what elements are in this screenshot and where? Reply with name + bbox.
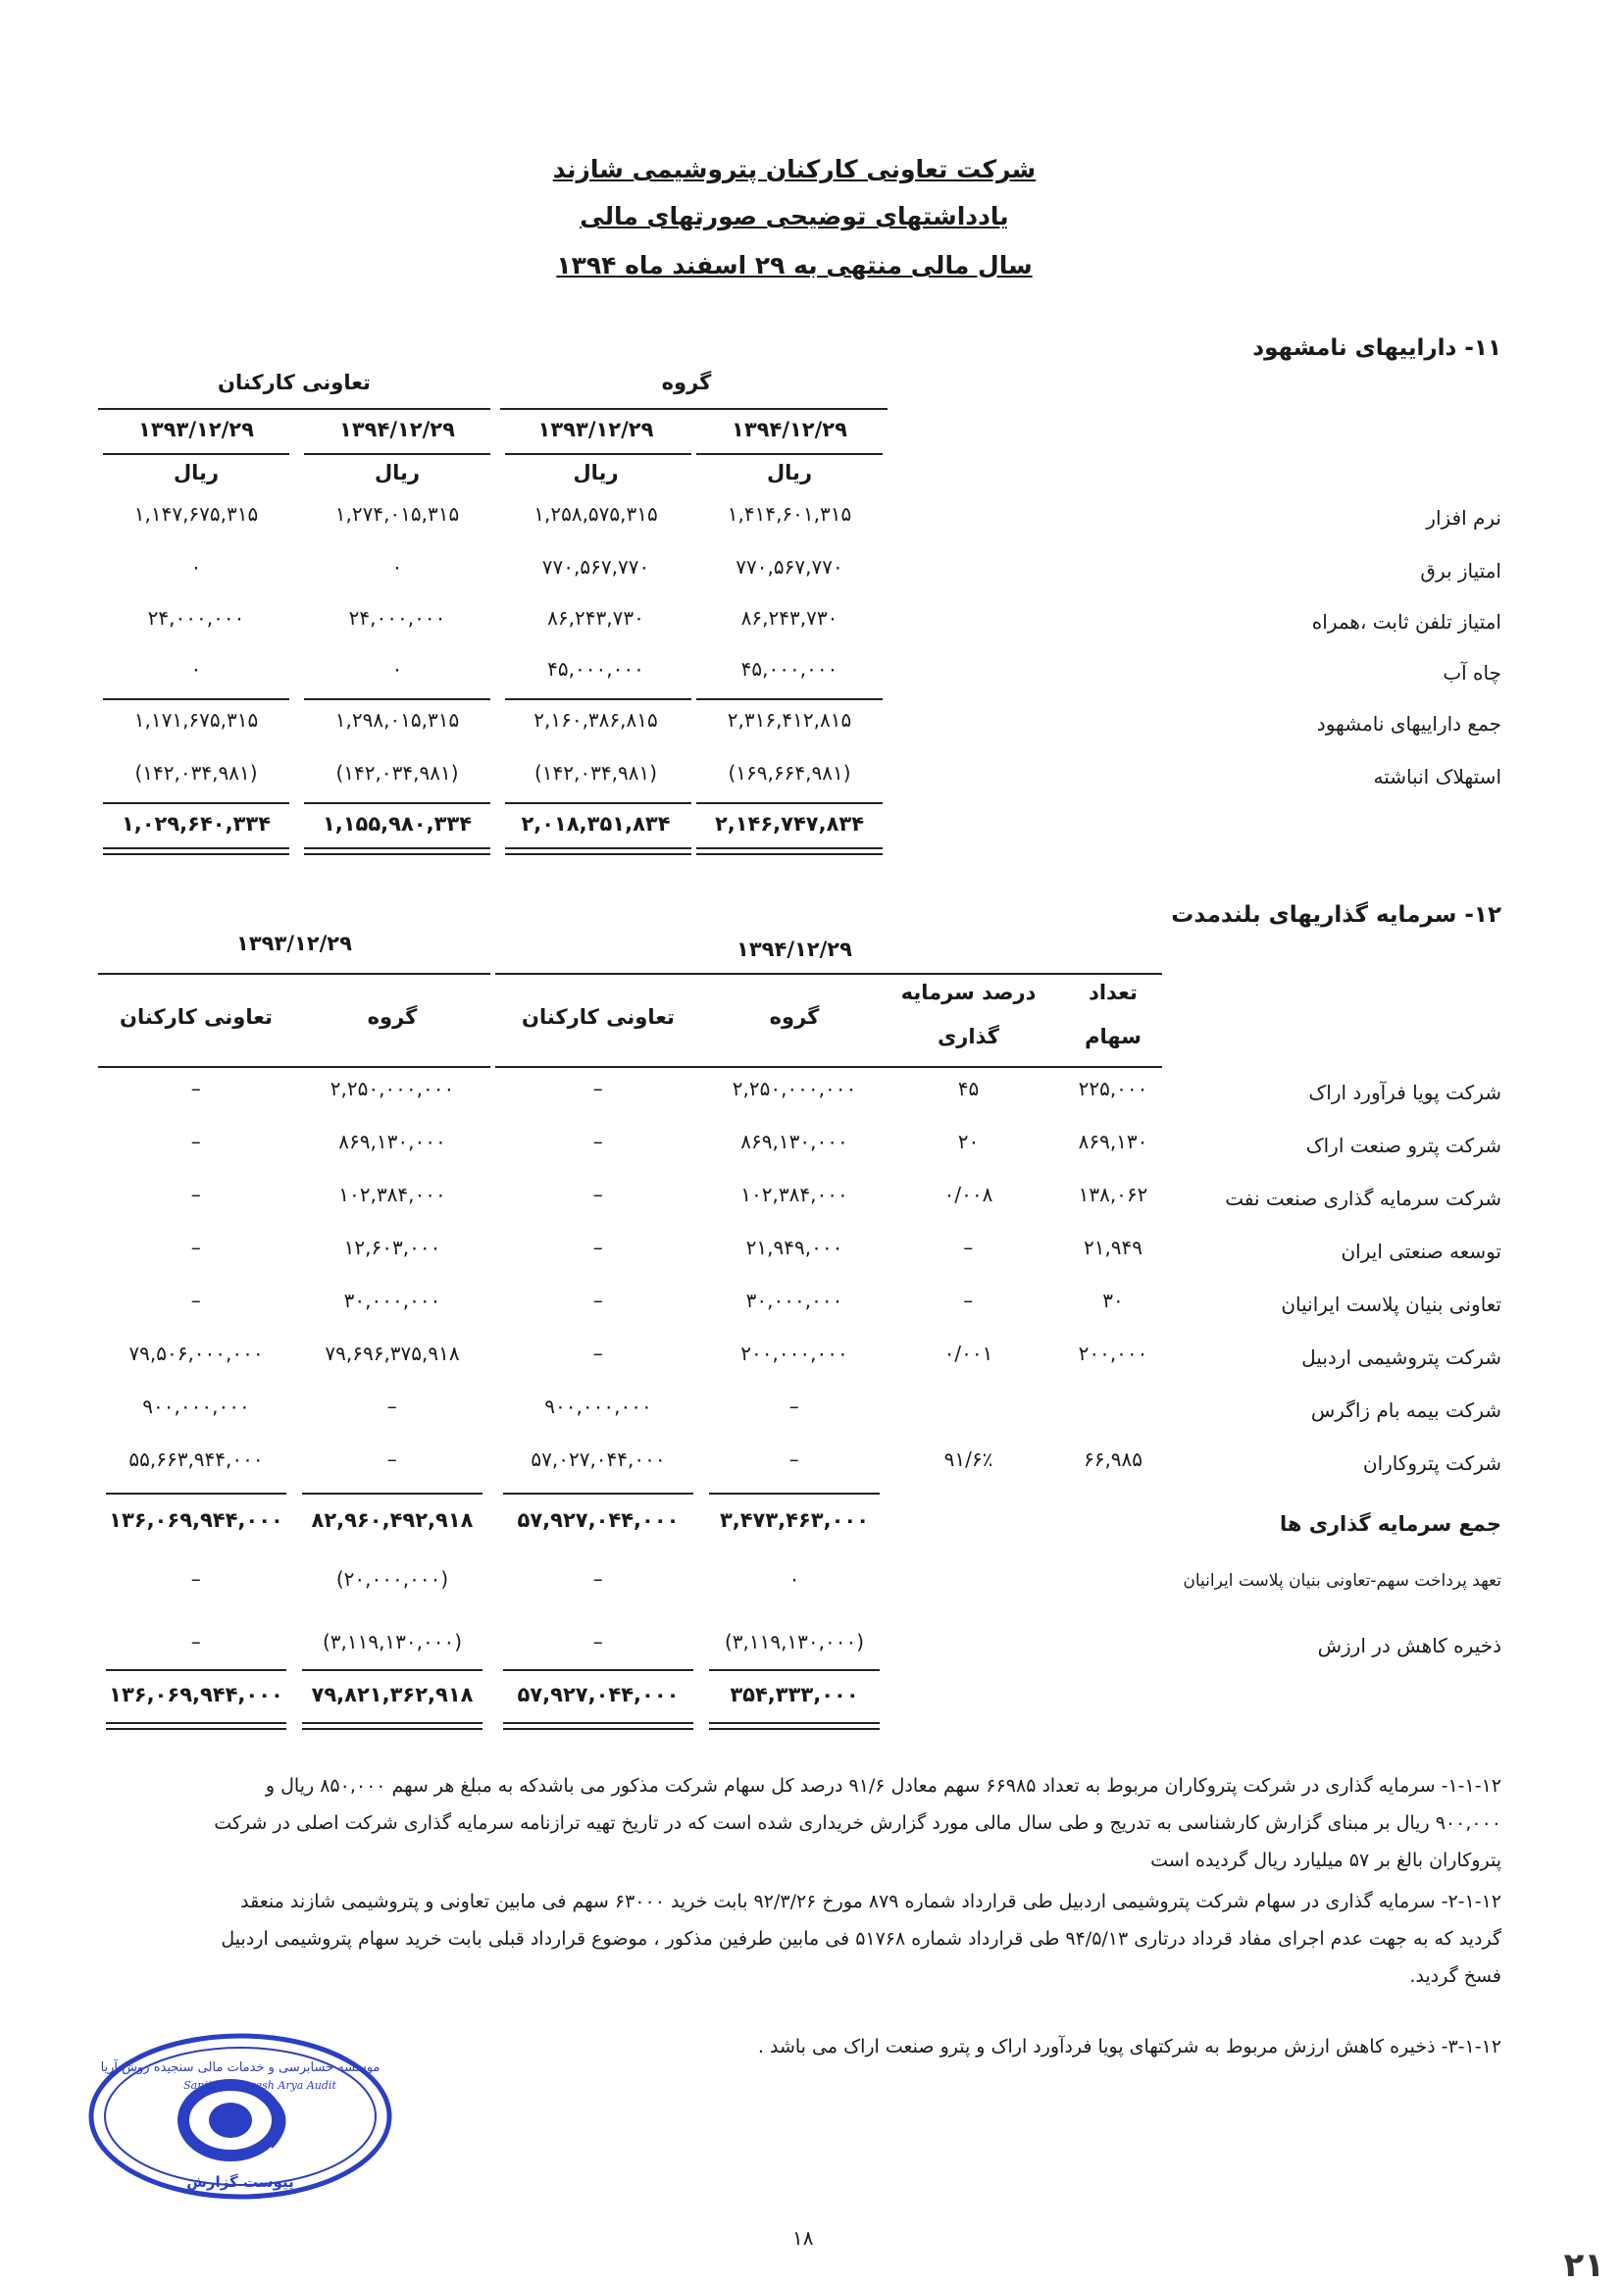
note11-total-dbl-1 xyxy=(103,847,289,849)
note11-cell: ۱,۱۴۷,۶۷۵,۳۱۵ xyxy=(133,502,259,526)
audit-stamp xyxy=(83,2030,397,2207)
note11-sum-rule xyxy=(304,698,490,700)
note11-total-dbl-2 xyxy=(103,853,289,855)
note11-total-dbl-2 xyxy=(696,853,883,855)
page-number: ۱۸ xyxy=(792,2226,814,2250)
note11-cell: ۰ xyxy=(391,555,403,579)
note11-cell: ۷۷۰,۵۶۷,۷۷۰ xyxy=(541,555,650,579)
document-subtitle: یادداشتهای توضیحی صورتهای مالی xyxy=(580,202,1009,230)
note11-total-dbl-2 xyxy=(505,853,691,855)
note11-cell: ۱,۲۷۴,۰۱۵,۳۱۵ xyxy=(334,502,460,526)
note11-row-label: جمع داراییهای نامشهود xyxy=(1316,712,1501,736)
note12-cell-coop_prior: – xyxy=(190,1183,202,1206)
note12-total-dbl-2 xyxy=(503,1728,693,1730)
note11-date-rule-2 xyxy=(304,453,490,455)
note12-cell-group: ۱۰۲,۳۸۴,۰۰۰ xyxy=(740,1183,848,1206)
note11-row-label: استهلاک انباشته xyxy=(1373,765,1501,788)
note12-cell-pct: – xyxy=(963,1236,974,1259)
corner-page-mark: ۲۱ xyxy=(1563,2246,1604,2285)
note12-commitment-cell: (۲۰,۰۰۰,۰۰۰) xyxy=(335,1567,449,1591)
note11-unit-1: ریال xyxy=(573,461,619,484)
note12-row-label: شرکت پتروکاران xyxy=(1362,1451,1501,1475)
note12-subtotal-rule xyxy=(709,1493,880,1495)
note12-total-dbl-1 xyxy=(106,1722,286,1724)
note12-cell-coop: – xyxy=(592,1183,604,1206)
note12-cell-pct: ۲۰ xyxy=(957,1130,980,1153)
note-12-1-2-line1: ۲-۱-۱۲- سرمایه گذاری در سهام شرکت پتروشیمی اردبیل طی قرارداد شماره ۸۷۹ مورخ ۹۲/۳/۲۶ بابت خرید ۶۳۰۰۰ سهم فی مابین تعاونی و پتروشیمی شازند منعقد xyxy=(240,1891,1501,1912)
note12-subtotal-rule xyxy=(302,1493,482,1495)
note12-row-label: شرکت پترو صنعت اراک xyxy=(1305,1134,1501,1157)
note12-prior-rule xyxy=(98,973,490,975)
company-name: شرکت تعاونی کارکنان پتروشیمی شازند xyxy=(552,155,1037,183)
note11-date-0: ۱۳۹۴/۱۲/۲۹ xyxy=(732,418,847,441)
note11-cell: (۱۴۲,۰۳۴,۹۸۱) xyxy=(534,761,657,785)
note12-total-dbl-1 xyxy=(709,1722,880,1724)
note12-total-rule-top xyxy=(106,1669,286,1671)
note12-cell-group: – xyxy=(788,1395,800,1418)
note-12-1-2-line2: گردید که به جهت عدم اجرای مفاد قرداد درتاری ۹۴/۵/۱۳ طی قرارداد شماره ۵۱۷۶۸ فی مابین طرفین مذکور ، موضوع قرارداد قبلی بابت خرید سهام پتروشیمی اردبیل xyxy=(221,1928,1501,1950)
group-header-rule xyxy=(500,408,888,410)
note11-cell: (۱۴۲,۰۳۴,۹۸۱) xyxy=(134,761,258,785)
col-coop: تعاونی کارکنان xyxy=(522,1005,675,1029)
col-pct-1: درصد سرمایه xyxy=(900,981,1037,1004)
note11-row-label: چاه آب xyxy=(1443,661,1501,685)
col-coop-prior: تعاونی کارکنان xyxy=(120,1005,273,1029)
note12-total-cell: ۷۹,۸۲۱,۳۶۲,۹۱۸ xyxy=(311,1683,474,1706)
note12-cell-group: ۲۱,۹۴۹,۰۰۰ xyxy=(745,1236,843,1259)
note12-cell-group: ۳۰,۰۰۰,۰۰۰ xyxy=(745,1289,843,1312)
note12-subtotal-rule xyxy=(503,1493,693,1495)
note11-total-cell: ۲,۰۱۸,۳۵۱,۸۳۴ xyxy=(521,812,671,836)
note11-cell: ۰ xyxy=(391,657,403,681)
note11-cell: ۱,۲۵۸,۵۷۵,۳۱۵ xyxy=(533,502,658,526)
note11-unit-2: ریال xyxy=(374,461,421,484)
note12-cell-coop: – xyxy=(592,1289,604,1312)
note12-title: ۱۲- سرمایه گذاریهای بلندمدت xyxy=(1171,902,1501,928)
note11-date-2: ۱۳۹۴/۱۲/۲۹ xyxy=(339,418,455,441)
note12-impairment-label: ذخیره کاهش در ارزش xyxy=(1317,1634,1501,1657)
note11-date-3: ۱۳۹۳/۱۲/۲۹ xyxy=(138,418,254,441)
note11-cell: (۱۶۹,۶۶۴,۹۸۱) xyxy=(728,761,851,785)
note11-total-dbl-1 xyxy=(505,847,691,849)
note12-prior-date: ۱۳۹۳/۱۲/۲۹ xyxy=(236,932,352,955)
note12-cell-group_prior: ۳۰,۰۰۰,۰۰۰ xyxy=(343,1289,441,1312)
note12-cell-group: ۲,۲۵۰,۰۰۰,۰۰۰ xyxy=(732,1077,857,1100)
note12-cell-pct: ۹۱/۶٪ xyxy=(943,1447,993,1471)
note11-date-rule-0 xyxy=(696,453,883,455)
note12-cell-group_prior: – xyxy=(386,1447,398,1471)
note12-impairment-cell: – xyxy=(190,1630,202,1653)
note12-cell-pct: ۴۵ xyxy=(957,1077,980,1100)
note12-cell-coop_prior: – xyxy=(190,1236,202,1259)
note11-total-dbl-1 xyxy=(696,847,883,849)
note-12-1-3-line1: ۳-۱-۱۲- ذخیره کاهش ارزش مربوط به شرکتهای پویا فردآورد اراک و پترو صنعت اراک می باشد . xyxy=(757,2036,1501,2057)
note11-sum-rule xyxy=(505,698,691,700)
note11-sum-rule xyxy=(103,698,289,700)
note11-unit-0: ریال xyxy=(766,461,813,484)
note12-cell-coop_prior: – xyxy=(190,1130,202,1153)
note11-total-rule-top xyxy=(505,802,691,804)
note12-total-rule-top xyxy=(503,1669,693,1671)
note11-total-cell: ۲,۱۴۶,۷۴۷,۸۳۴ xyxy=(714,812,865,836)
col-shares-2: سهام xyxy=(1085,1025,1142,1048)
note11-total-rule-top xyxy=(103,802,289,804)
note12-cell-shares: ۲۲۵,۰۰۰ xyxy=(1078,1077,1148,1100)
fiscal-year-line: سال مالی منتهی به ۲۹ اسفند ماه ۱۳۹۴ xyxy=(556,251,1033,279)
note12-total-cell: ۳۵۴,۳۳۳,۰۰۰ xyxy=(730,1683,859,1706)
note12-cell-shares: ۲۱,۹۴۹ xyxy=(1083,1236,1143,1259)
note12-cell-group: ۲۰۰,۰۰۰,۰۰۰ xyxy=(740,1342,848,1365)
note11-row-label: امتیاز تلفن ثابت ،همراه xyxy=(1311,610,1501,634)
note11-cell: ۸۶,۲۴۳,۷۳۰ xyxy=(547,606,644,630)
note12-impairment-cell: – xyxy=(592,1630,604,1653)
note12-impairment-cell: (۳,۱۱۹,۱۳۰,۰۰۰) xyxy=(724,1630,865,1653)
note11-total-cell: ۱,۰۲۹,۶۴۰,۳۳۴ xyxy=(121,812,272,836)
note12-cell-group_prior: ۱۰۲,۳۸۴,۰۰۰ xyxy=(338,1183,446,1206)
note12-colhead-rule xyxy=(495,1066,1162,1068)
note11-cell: ۰ xyxy=(190,657,202,681)
note12-total-cell: ۱۳۶,۰۶۹,۹۴۴,۰۰۰ xyxy=(109,1683,283,1706)
note12-commitment-cell: – xyxy=(190,1567,202,1591)
note11-cell: ۱,۱۷۱,۶۷۵,۳۱۵ xyxy=(133,708,259,732)
note12-cell-coop: – xyxy=(592,1130,604,1153)
note11-date-rule-1 xyxy=(505,453,691,455)
note12-subtotal-cell: ۳,۴۷۳,۴۶۳,۰۰۰ xyxy=(719,1508,870,1532)
note12-row-label: تعاونی بنیان پلاست ایرانیان xyxy=(1281,1293,1501,1316)
note12-cell-coop: ۵۷,۰۲۷,۰۴۴,۰۰۰ xyxy=(531,1447,666,1471)
note-12-1-1-line1: ۱-۱-۱۲- سرمایه گذاری در شرکت پتروکاران مربوط به تعداد ۶۶۹۸۵ سهم معادل ۹۱/۶ درصد کل سهام شرکت مذکور می باشدکه به مبلغ هر سهم ۸۵۰,۰۰۰ ریال و xyxy=(265,1775,1501,1797)
note12-cell-group_prior: ۱۲,۶۰۳,۰۰۰ xyxy=(343,1236,441,1259)
note11-title: ۱۱- داراییهای نامشهود xyxy=(1252,335,1501,361)
note12-cell-shares: ۱۳۸,۰۶۲ xyxy=(1078,1183,1148,1206)
note12-total-dbl-2 xyxy=(106,1728,286,1730)
note12-total-dbl-1 xyxy=(302,1722,482,1724)
note12-cell-coop_prior: ۹۰۰,۰۰۰,۰۰۰ xyxy=(142,1395,250,1418)
note12-cell-coop: – xyxy=(592,1236,604,1259)
note12-cell-coop_prior: – xyxy=(190,1077,202,1100)
note11-row-label: امتیاز برق xyxy=(1420,559,1501,583)
note11-cell: ۱,۴۱۴,۶۰۱,۳۱۵ xyxy=(727,502,852,526)
note12-total-rule-top xyxy=(709,1669,880,1671)
note11-total-rule-top xyxy=(696,802,883,804)
note11-coop-header: تعاونی کارکنان xyxy=(218,371,371,394)
note-12-1-1-line2: ۹۰۰,۰۰۰ ریال بر مبنای گزارش کارشناسی به تدریج و طی سال مالی مورد گزارش خریداری شده است که در تاریخ تهیه ترازنامه سرمایه گذاری شرکت اصلی در شرکت xyxy=(214,1812,1501,1834)
note12-total-dbl-1 xyxy=(503,1722,693,1724)
stamp-text-top: موسسه حسابرسی و خدمات مالی سنجیده روش آریا xyxy=(100,2060,381,2075)
note12-cell-pct: – xyxy=(963,1289,974,1312)
note12-impairment-cell: (۳,۱۱۹,۱۳۰,۰۰۰) xyxy=(322,1630,463,1653)
note11-cell: ۴۵,۰۰۰,۰۰۰ xyxy=(547,657,644,681)
note11-cell: ۴۵,۰۰۰,۰۰۰ xyxy=(740,657,838,681)
note11-cell: ۲,۱۶۰,۳۸۶,۸۱۵ xyxy=(533,708,658,732)
col-group: گروه xyxy=(769,1005,820,1029)
note12-row-label: توسعه صنعتی ایران xyxy=(1341,1240,1501,1263)
note12-subtotal-cell: ۵۷,۹۲۷,۰۴۴,۰۰۰ xyxy=(517,1508,680,1532)
note12-subtotal-cell: ۸۲,۹۶۰,۴۹۲,۹۱۸ xyxy=(311,1508,474,1532)
note12-cell-group_prior: – xyxy=(386,1395,398,1418)
col-group-prior: گروه xyxy=(367,1005,418,1029)
note12-subtotal-cell: ۱۳۶,۰۶۹,۹۴۴,۰۰۰ xyxy=(109,1508,283,1532)
note12-commitment-cell: ۰ xyxy=(788,1567,800,1591)
note11-cell: (۱۴۲,۰۳۴,۹۸۱) xyxy=(335,761,459,785)
note12-cell-shares: ۳۰ xyxy=(1102,1289,1124,1312)
note12-commitment-cell: – xyxy=(592,1567,604,1591)
note12-total-cell: ۵۷,۹۲۷,۰۴۴,۰۰۰ xyxy=(517,1683,680,1706)
note12-current-date: ۱۳۹۴/۱۲/۲۹ xyxy=(736,938,852,961)
note12-commitment-label: تعهد پرداخت سهم-تعاونی بنیان پلاست ایرانیان xyxy=(1183,1571,1501,1591)
note12-total-dbl-2 xyxy=(709,1728,880,1730)
note-12-1-1-line3: پتروکاران بالغ بر ۵۷ میلیارد ریال گردیده است xyxy=(1150,1850,1501,1871)
note12-cell-coop_prior: ۵۵,۶۶۳,۹۴۴,۰۰۰ xyxy=(128,1447,264,1471)
note11-date-rule-3 xyxy=(103,453,289,455)
note12-cell-group_prior: ۲,۲۵۰,۰۰۰,۰۰۰ xyxy=(330,1077,455,1100)
note12-row-label: شرکت پویا فرآورد اراک xyxy=(1308,1081,1501,1104)
note11-row-label: نرم افزار xyxy=(1426,506,1501,530)
note12-cell-coop: – xyxy=(592,1342,604,1365)
note12-cell-shares: ۲۰۰,۰۰۰ xyxy=(1078,1342,1148,1365)
note11-cell: ۱,۲۹۸,۰۱۵,۳۱۵ xyxy=(334,708,460,732)
note12-cell-group: – xyxy=(788,1447,800,1471)
stamp-text-bottom: پیوست گزارش xyxy=(186,2173,294,2191)
note12-subtotal-label: جمع سرمایه گذاری ها xyxy=(1279,1512,1501,1536)
note12-row-label: شرکت بیمه بام زاگرس xyxy=(1310,1398,1501,1422)
note12-row-label: شرکت پتروشیمی اردبیل xyxy=(1301,1346,1501,1369)
stamp-text-latin: Sanjideh Ravesh Arya Audit xyxy=(183,2079,336,2092)
note11-cell: ۸۶,۲۴۳,۷۳۰ xyxy=(740,606,838,630)
note11-total-cell: ۱,۱۵۵,۹۸۰,۳۳۴ xyxy=(322,812,473,836)
note12-cell-coop: ۹۰۰,۰۰۰,۰۰۰ xyxy=(544,1395,652,1418)
col-shares-1: تعداد xyxy=(1089,981,1138,1004)
note12-total-rule-top xyxy=(302,1669,482,1671)
note12-cell-shares: ۶۶,۹۸۵ xyxy=(1083,1447,1143,1471)
coop-header-rule xyxy=(98,408,490,410)
note11-total-rule-top xyxy=(304,802,490,804)
note12-cell-group: ۸۶۹,۱۳۰,۰۰۰ xyxy=(740,1130,848,1153)
note12-cell-coop: – xyxy=(592,1077,604,1100)
note11-cell: ۷۷۰,۵۶۷,۷۷۰ xyxy=(736,555,843,579)
note11-unit-3: ریال xyxy=(173,461,220,484)
note12-cell-group_prior: ۸۶۹,۱۳۰,۰۰۰ xyxy=(338,1130,446,1153)
note11-group-header: گروه xyxy=(661,371,712,394)
note11-total-dbl-1 xyxy=(304,847,490,849)
note12-cell-pct: ۰/۰۰۸ xyxy=(943,1183,993,1206)
note11-sum-rule xyxy=(696,698,883,700)
note11-cell: ۲۴,۰۰۰,۰۰۰ xyxy=(348,606,446,630)
note12-cell-coop_prior: – xyxy=(190,1289,202,1312)
note12-cell-group_prior: ۷۹,۶۹۶,۳۷۵,۹۱۸ xyxy=(325,1342,460,1365)
note12-cell-coop_prior: ۷۹,۵۰۶,۰۰۰,۰۰۰ xyxy=(128,1342,264,1365)
note11-total-dbl-2 xyxy=(304,853,490,855)
note11-cell: ۲,۳۱۶,۴۱۲,۸۱۵ xyxy=(727,708,852,732)
note12-total-dbl-2 xyxy=(302,1728,482,1730)
note11-cell: ۲۴,۰۰۰,۰۰۰ xyxy=(147,606,245,630)
note11-cell: ۰ xyxy=(190,555,202,579)
note-12-1-2-line3: فسخ گردید. xyxy=(1409,1965,1501,1987)
note12-row-label: شرکت سرمایه گذاری صنعت نفت xyxy=(1225,1187,1501,1210)
note12-cell-shares: ۸۶۹,۱۳۰ xyxy=(1078,1130,1148,1153)
note12-current-rule xyxy=(495,973,1162,975)
col-pct-2: گذاری xyxy=(938,1025,999,1048)
note12-cell-pct: ۰/۰۰۱ xyxy=(943,1342,993,1365)
note11-date-1: ۱۳۹۳/۱۲/۲۹ xyxy=(537,418,654,441)
note12-colhead-rule-prior xyxy=(98,1066,490,1068)
note12-subtotal-rule xyxy=(106,1493,286,1495)
